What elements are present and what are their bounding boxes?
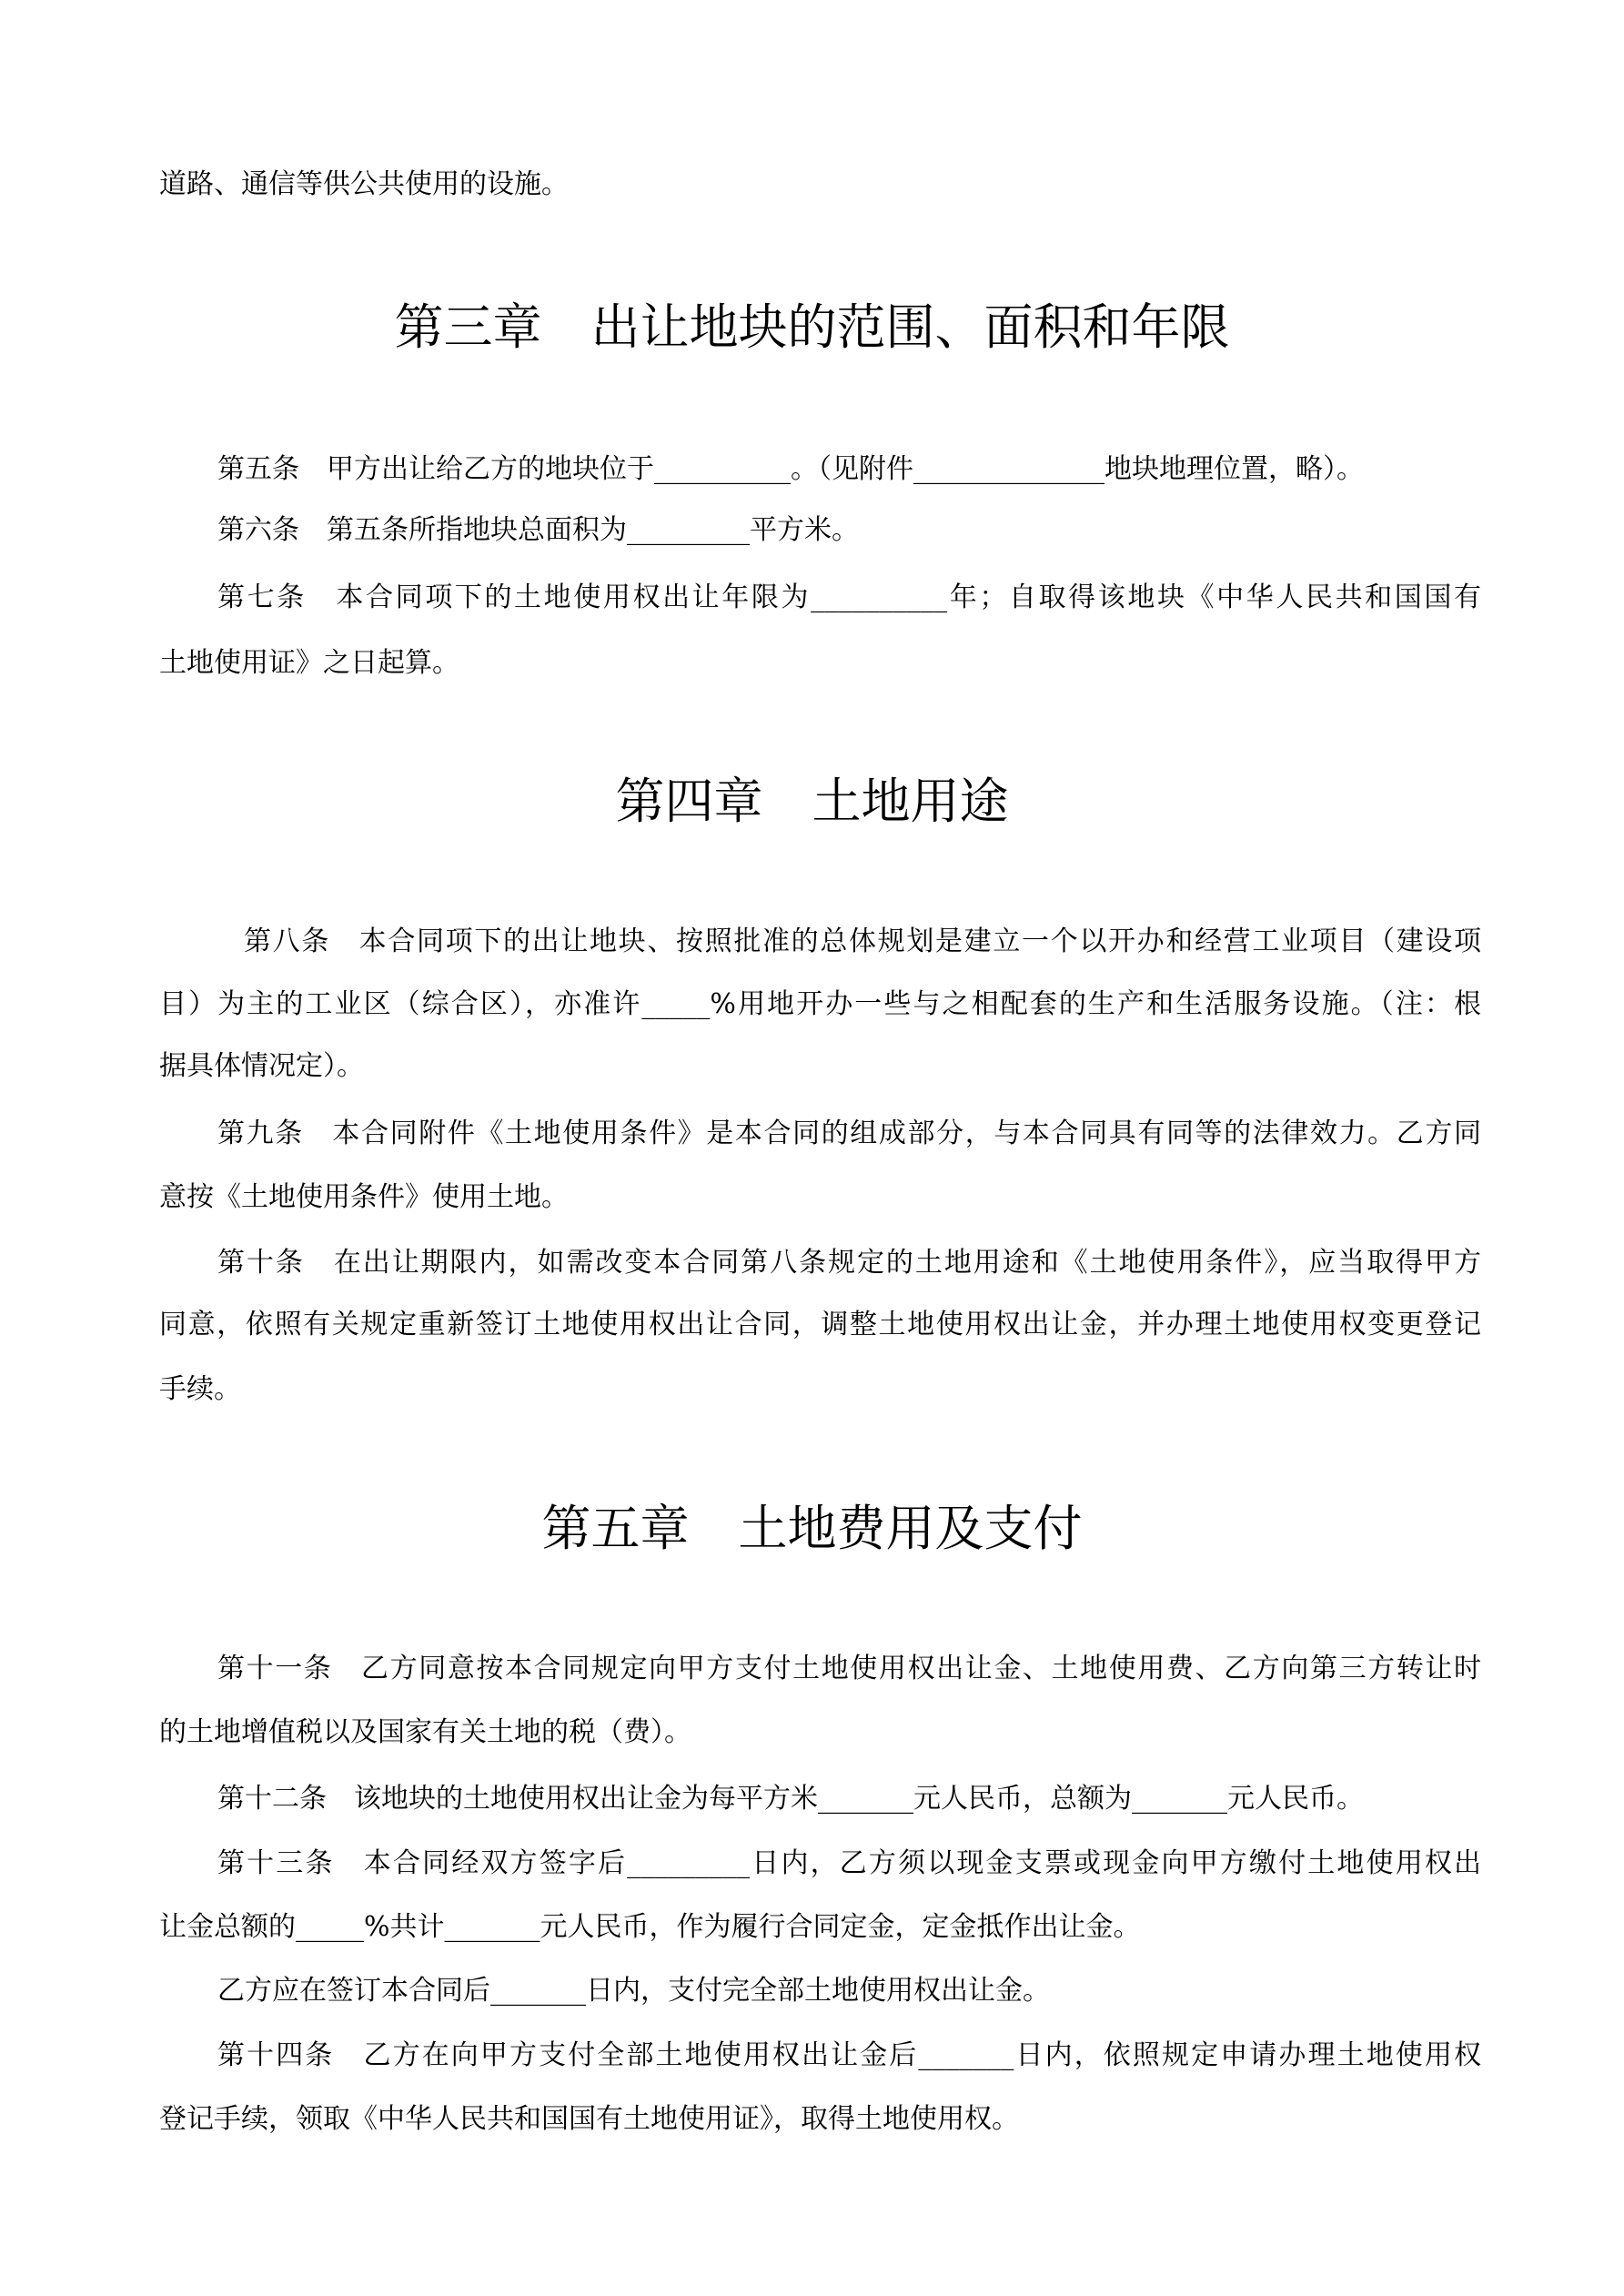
article-13-line-3: 乙方应在签订本合同后_______日内，支付完全部土地使用权出让金。	[217, 1975, 1050, 2007]
article-14-line-1: 第十四条 乙方在向甲方支付全部土地使用权出让金后_______日内，依照规定申请办理土地使用权	[217, 2039, 1481, 2071]
article-7-line-2: 土地使用证》之日起算。	[159, 647, 459, 679]
carryover-text: 道路、通信等供公共使用的设施。	[159, 168, 569, 200]
article-6: 第六条 第五条所指地块总面积为_________平方米。	[217, 514, 859, 546]
article-5: 第五条 甲方出让给乙方的地块位于__________。（见附件______________地块地理位置，略）。	[217, 453, 1364, 485]
chapter-3-title: 第三章 出让地块的范围、面积和年限	[394, 298, 1230, 356]
chapter-4-title: 第四章 土地用途	[615, 773, 1009, 830]
article-10-line-2: 同意，依照有关规定重新签订土地使用权出让合同，调整土地使用权出让金，并办理土地使用权变更登记	[159, 1309, 1481, 1340]
chapter-5-title: 第五章 土地费用及支付	[541, 1500, 1083, 1557]
article-7-line-1: 第七条 本合同项下的土地使用权出让年限为__________年；自取得该地块《中华人民共和国国有	[217, 582, 1481, 613]
article-9-line-2: 意按《土地使用条件》使用土地。	[159, 1181, 569, 1213]
article-13-line-2: 让金总额的_____%共计_______元人民币，作为履行合同定金，定金抵作出让金。	[159, 1911, 1141, 1943]
article-8-line-2: 目）为主的工业区（综合区），亦准许_____%用地开办一些与之相配套的生产和生活服务设施。（注：根	[159, 988, 1481, 1020]
article-12: 第十二条 该地块的土地使用权出让金为每平方米_______元人民币，总额为_______元人民币。	[217, 1783, 1364, 1815]
article-8-line-1: 第八条 本合同项下的出让地块、按照批准的总体规划是建立一个以开办和经营工业项目（建设项	[244, 925, 1481, 957]
article-11-line-2: 的土地增值税以及国家有关土地的税（费）。	[159, 1716, 691, 1748]
article-10-line-3: 手续。	[159, 1373, 241, 1405]
article-10-line-1: 第十条 在出让期限内，如需改变本合同第八条规定的土地用途和《土地使用条件》，应当取得甲方	[217, 1247, 1481, 1279]
article-14-line-2: 登记手续，领取《中华人民共和国国有土地使用证》，取得土地使用权。	[159, 2103, 1019, 2135]
article-13-line-1: 第十三条 本合同经双方签字后_________日内，乙方须以现金支票或现金向甲方缴付土地使用权出	[217, 1847, 1481, 1879]
article-9-line-1: 第九条 本合同附件《土地使用条件》是本合同的组成部分，与本合同具有同等的法律效力。乙方同	[217, 1118, 1481, 1149]
article-11-line-1: 第十一条 乙方同意按本合同规定向甲方支付土地使用权出让金、土地使用费、乙方向第三方转让时	[217, 1653, 1481, 1684]
article-8-line-3: 据具体情况定）。	[159, 1050, 364, 1082]
